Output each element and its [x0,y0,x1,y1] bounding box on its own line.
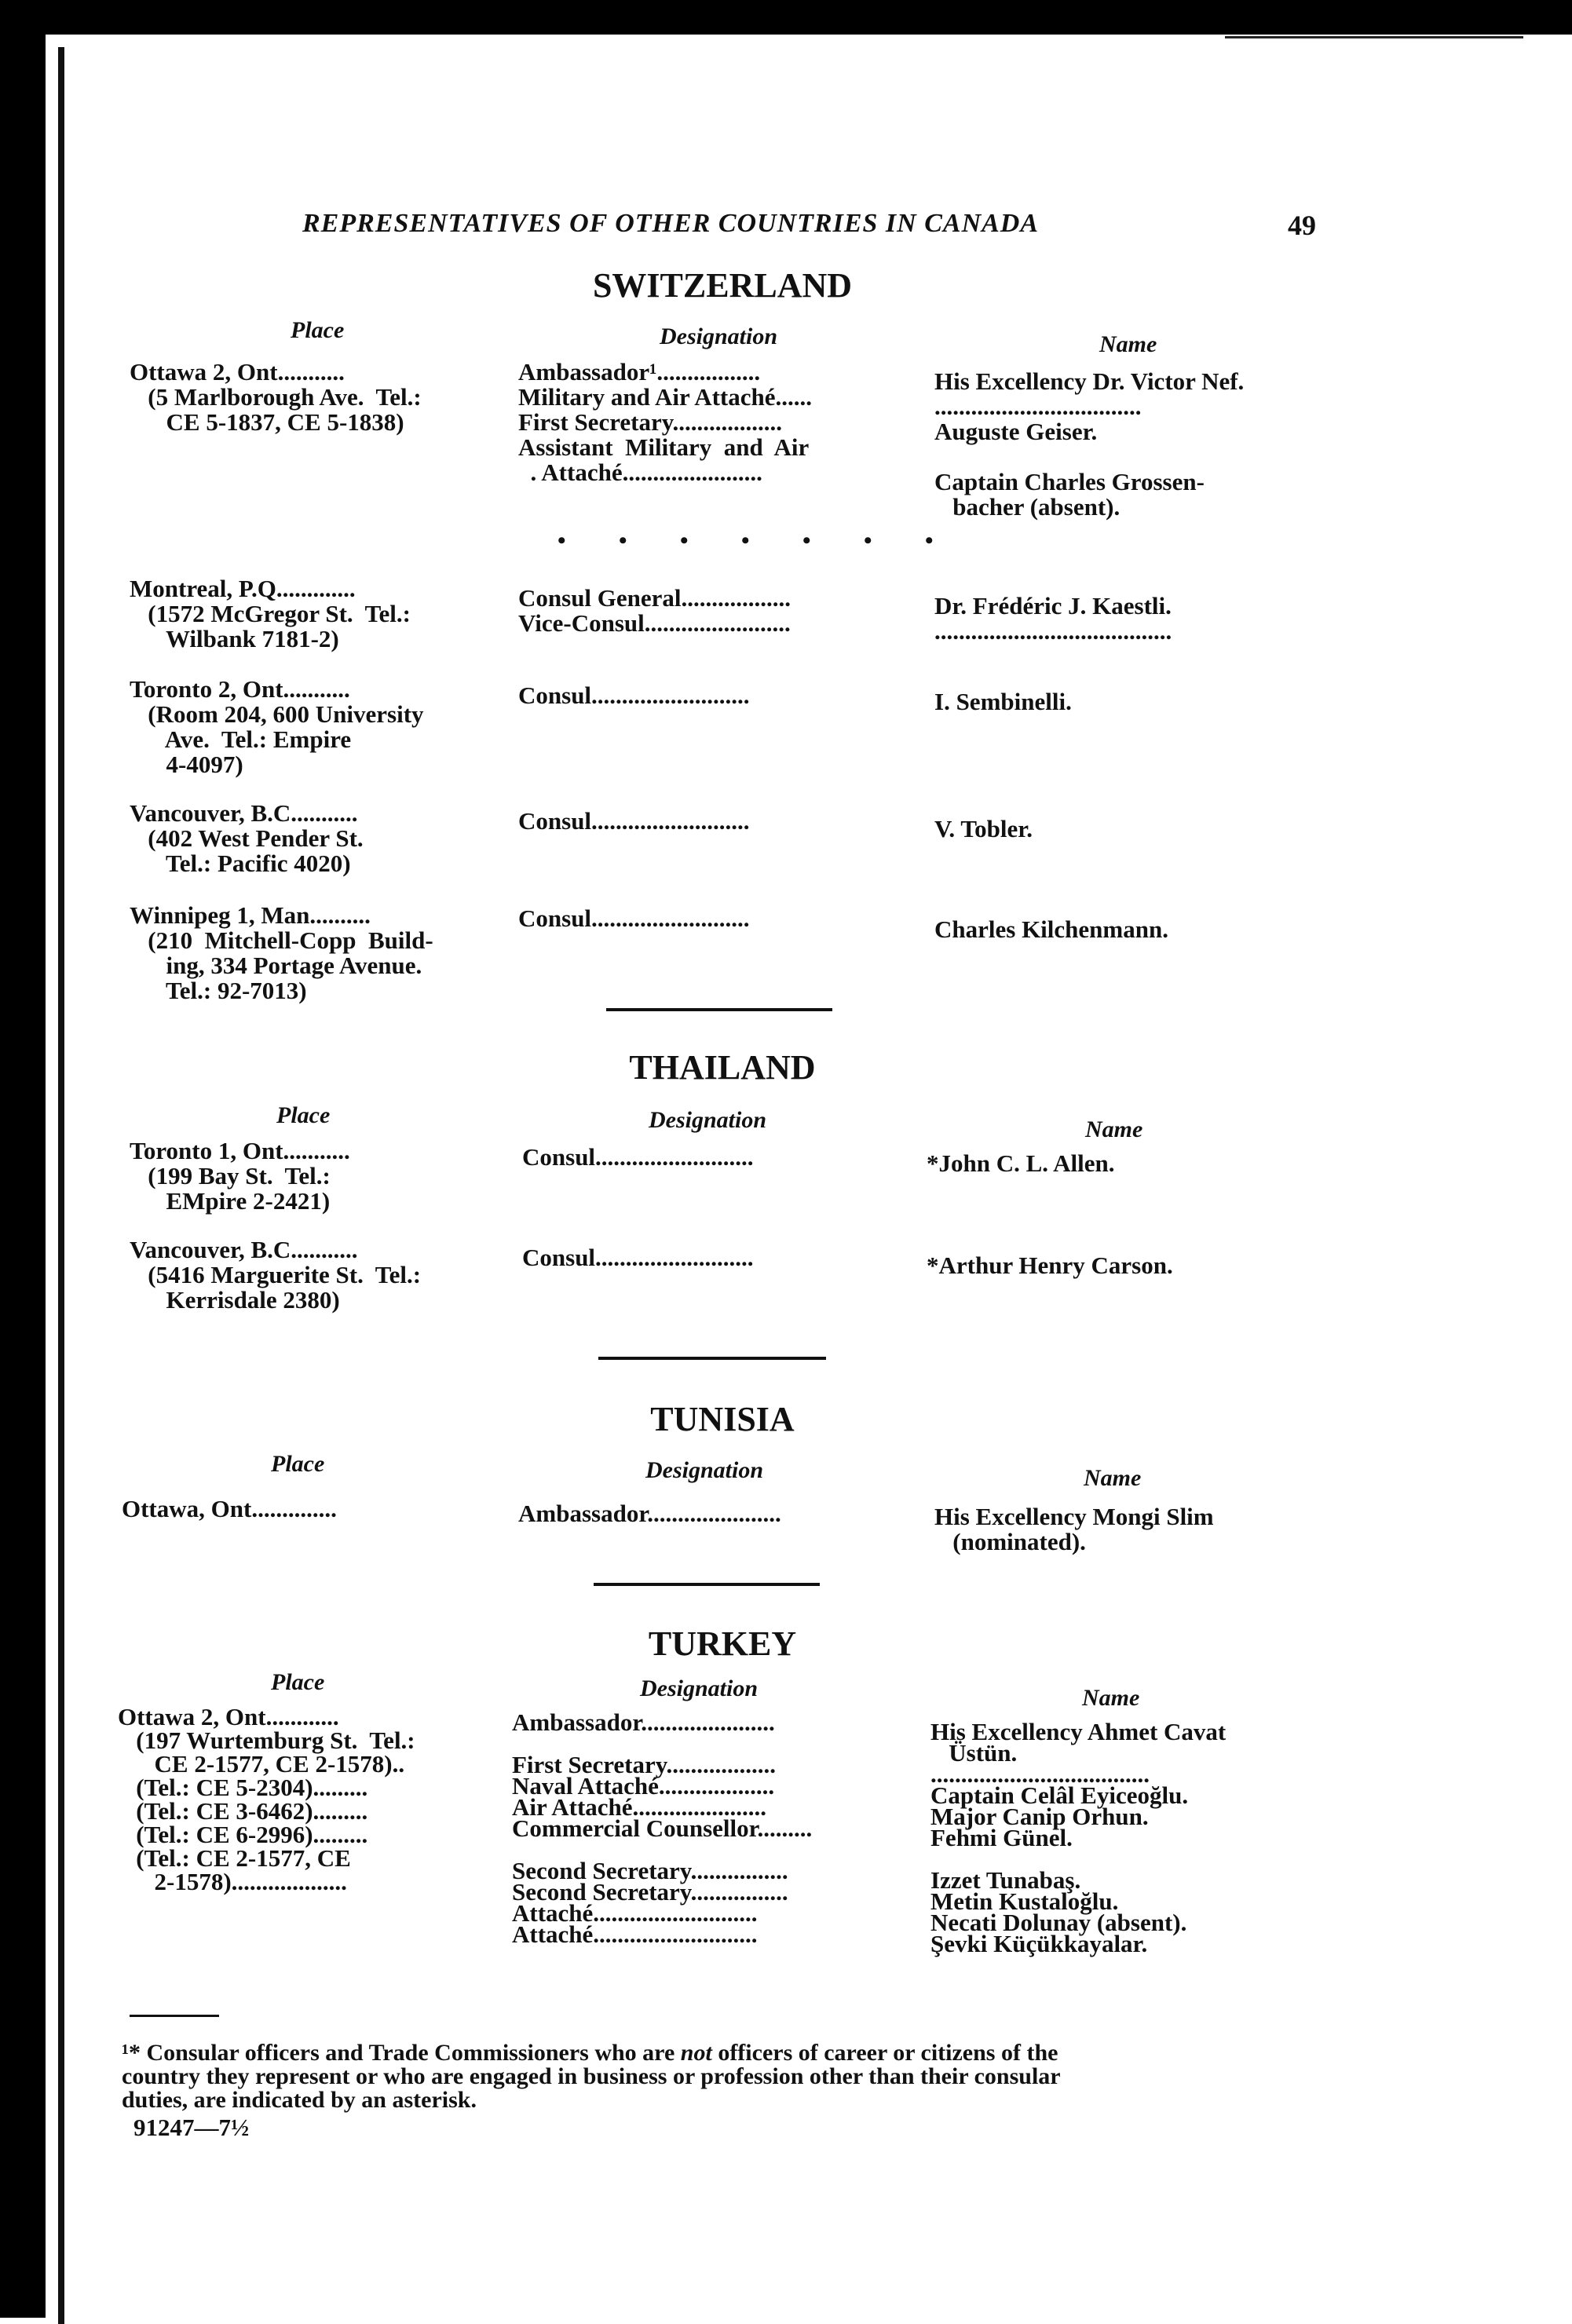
entry-designation: Ambassador...................... First Secretary.................. Naval Attaché................... Air Attaché...................... Commercial Counsellor......... Second Secretary................ Second Secretary................ Attaché........................... Attaché........................... [512,1708,813,1948]
column-header-designation: Designation [649,1107,767,1133]
entry-name: His Excellency Mongi Slim (nominated). [934,1503,1214,1555]
entry-name: His Excellency Ahmet Cavat Üstün. .................................... Captain Celâl Eyiceoğlu. Major Canip Orhun. Fehmi Günel. Izzet Tunabaş. Metin Kustaloğlu. Necati Dolunay (absent). Şevki Küçükkayalar. [930,1718,1227,1957]
column-header-designation: Designation [645,1457,764,1483]
section-divider [594,1583,820,1586]
entry-designation: Consul.......................... [522,1143,754,1171]
entry-designation: Consul General.................. Vice-Consul........................ [518,584,791,637]
footnote-text-end: officers of career or citizens of the country they represent or who are engaged in business or profession other than their consular duties, are indicated by an asterisk. [122,2040,1061,2113]
entry-name: I. Sembinelli. [934,688,1072,715]
section-divider [598,1357,826,1360]
entry-designation: Consul.......................... [518,904,750,932]
scan-left-border [0,0,46,2318]
scan-top-border [0,0,1572,35]
section-divider [606,1008,832,1011]
column-header-name: Name [1084,1465,1142,1491]
entry-place: Vancouver, B.C........... (5416 Marguerite St. Tel.: Kerrisdale 2380) [130,1236,422,1314]
printer-code: 91247—7½ [133,2114,250,2141]
entry-place: Ottawa 2, Ont........... (5 Marlborough Ave. Tel.: CE 5-1837, CE 5-1838) [130,358,422,436]
entry-name: Charles Kilchenmann. [934,915,1168,943]
entry-place: Ottawa, Ont.............. [122,1495,337,1522]
entry-designation: Ambassador...................... [518,1500,781,1527]
column-header-place: Place [291,317,345,343]
entry-place: Vancouver, B.C........... (402 West Pender St. Tel.: Pacific 4020) [130,799,364,877]
footnote [122,2041,1300,2112]
column-header-name: Name [1082,1685,1140,1711]
running-head: REPRESENTATIVES OF OTHER COUNTRIES IN CANADA [302,209,1040,238]
separator-dots: • • • • • • • [558,528,957,554]
column-header-place: Place [271,1669,325,1695]
footnote-emphasis: not [680,2040,712,2066]
section-title-thailand: THAILAND [629,1048,816,1087]
entry-designation: Consul.......................... [518,681,750,709]
column-header-designation: Designation [660,323,778,349]
column-header-name: Name [1099,331,1157,357]
entry-place: Winnipeg 1, Man.......... (210 Mitchell-Copp Build- ing, 334 Portage Avenue. Tel.: 92-7013) [130,901,433,1004]
page-number: 49 [1288,210,1316,241]
entry-place: Montreal, P.Q............. (1572 McGregor St. Tel.: Wilbank 7181-2) [130,575,411,652]
section-title-turkey: TURKEY [648,1624,797,1663]
column-header-place: Place [271,1451,325,1477]
entry-place: Toronto 1, Ont........... (199 Bay St. Tel.: EMpire 2-2421) [130,1137,350,1215]
entry-name: V. Tobler. [934,815,1033,842]
entry-designation: Consul.......................... [522,1244,754,1271]
entry-name: His Excellency Dr. Victor Nef. .................................. Auguste Geiser. Captain Charles Grossen- bacher (absent). [934,367,1245,521]
binding-line [58,47,64,2324]
column-header-designation: Designation [640,1675,759,1701]
entry-name: *John C. L. Allen. [927,1149,1115,1177]
column-header-place: Place [276,1102,331,1128]
section-title-switzerland: SWITZERLAND [592,266,853,305]
entry-designation: Consul.......................... [518,807,750,835]
footnote-text-start: ¹* Consular officers and Trade Commissioners who are [122,2040,681,2066]
entry-place: Toronto 2, Ont........... (Room 204, 600 University Ave. Tel.: Empire 4-4097) [130,675,424,778]
entry-place: Ottawa 2, Ont............ (197 Wurtemburg St. Tel.: CE 2-1577, CE 2-1578).. (Tel.: CE 5-2304)......... (Tel.: CE 3-6462)......... (Tel.: CE 6-2996)......... (Tel.: CE 2-1577, CE 2-1578)................... [118,1703,415,1895]
footnote-rule [130,2015,219,2017]
entry-name: Dr. Frédéric J. Kaestli. ....................................... [934,592,1172,645]
top-edge-rule [1225,36,1523,38]
entry-designation: Ambassador¹................. Military and Air Attaché...... First Secretary.................. Assistant Military and Air . Attaché....................... [518,358,812,486]
entry-name: *Arthur Henry Carson. [927,1252,1173,1279]
column-header-name: Name [1085,1116,1143,1142]
section-title-tunisia: TUNISIA [650,1400,795,1438]
